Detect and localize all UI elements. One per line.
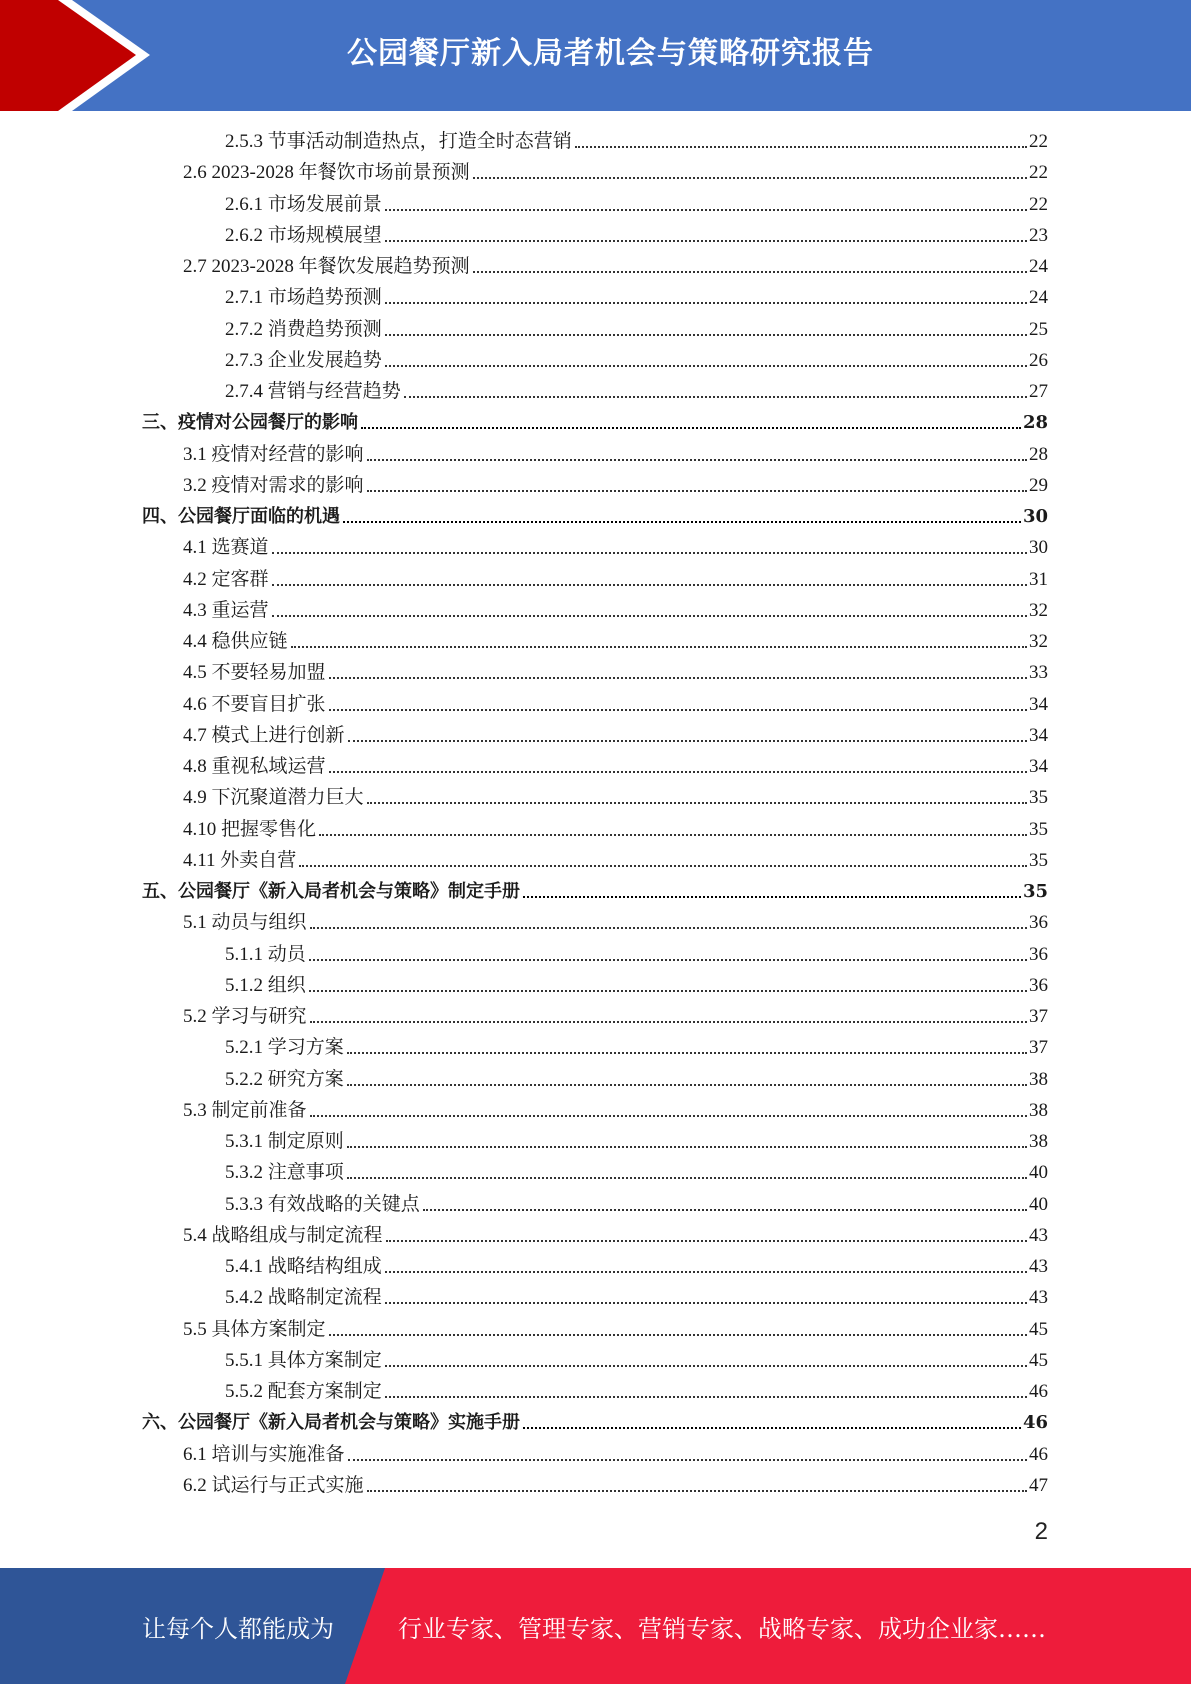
toc-entry[interactable] xyxy=(225,1251,1048,1279)
toc-dot-leader xyxy=(347,1084,1027,1086)
toc-entry-title: 5.1.1 动员 xyxy=(225,943,306,965)
toc-entry-page: 46 xyxy=(1022,1412,1048,1434)
toc-entry[interactable] xyxy=(183,470,1048,498)
toc-entry-title: 6.1 培训与实施准备 xyxy=(183,1443,345,1465)
toc-entry-title: 4.11 外卖自营 xyxy=(183,849,297,871)
toc-dot-leader xyxy=(385,1271,1027,1273)
toc-entry-page: 22 xyxy=(1029,131,1048,152)
toc-dot-leader xyxy=(385,1396,1027,1398)
toc-dot-leader xyxy=(347,1146,1027,1148)
toc-entry-page: 23 xyxy=(1029,224,1048,246)
toc-entry[interactable] xyxy=(225,220,1048,248)
toc-entry-title: 5.4 战略组成与制定流程 xyxy=(183,1224,383,1246)
toc-entry-title: 六、公园餐厅《新入局者机会与策略》实施手册 xyxy=(142,1412,520,1434)
toc-entry-title: 6.2 试运行与正式实施 xyxy=(183,1474,364,1496)
toc-entry-title: 5.1 动员与组织 xyxy=(183,912,307,934)
toc-entry[interactable] xyxy=(183,689,1048,717)
toc-dot-leader xyxy=(575,146,1027,148)
toc-entry-title: 5.5 具体方案制定 xyxy=(183,1318,326,1340)
toc-entry[interactable] xyxy=(183,720,1048,748)
toc-entry-page: 40 xyxy=(1029,1193,1048,1215)
toc-entry-title: 4.7 模式上进行创新 xyxy=(183,724,345,746)
toc-entry-title: 2.6.2 市场规模展望 xyxy=(225,224,382,246)
toc-entry[interactable] xyxy=(225,1157,1048,1185)
toc-entry[interactable] xyxy=(225,189,1048,217)
toc-entry-page: 46 xyxy=(1029,1381,1048,1402)
toc-dot-leader xyxy=(385,334,1027,336)
toc-entry-page: 34 xyxy=(1029,724,1048,746)
toc-dot-leader xyxy=(361,427,1021,429)
toc-dot-leader xyxy=(385,209,1027,211)
page-header xyxy=(0,0,1191,111)
toc-dot-leader xyxy=(272,552,1027,554)
toc-entry-page: 27 xyxy=(1029,381,1048,402)
toc-dot-leader xyxy=(385,240,1027,242)
toc-entry-title: 5.2.2 研究方案 xyxy=(225,1068,344,1090)
toc-entry-title: 4.3 重运营 xyxy=(183,599,269,621)
toc-entry-page: 30 xyxy=(1029,537,1048,559)
toc-dot-leader xyxy=(329,1334,1027,1336)
toc-dot-leader xyxy=(348,740,1027,742)
toc-dot-leader xyxy=(319,834,1027,836)
toc-dot-leader xyxy=(367,490,1027,492)
toc-entry-title: 五、公园餐厅《新入局者机会与策略》制定手册 xyxy=(142,881,520,902)
toc-entry-page: 47 xyxy=(1029,1474,1048,1496)
toc-dot-leader xyxy=(473,177,1027,179)
toc-entry-page: 46 xyxy=(1029,1443,1048,1465)
toc-entry[interactable] xyxy=(225,1032,1048,1060)
report-title: 公园餐厅新入局者机会与策略研究报告 xyxy=(347,36,874,71)
toc-entry-page: 35 xyxy=(1029,787,1048,809)
footer-slogan-right: 行业专家、管理专家、营销专家、战略专家、成功企业家…… xyxy=(398,1614,1046,1643)
toc-entry-title: 4.9 下沉聚道潜力巨大 xyxy=(183,787,364,809)
toc-dot-leader xyxy=(348,1459,1027,1461)
toc-entry[interactable] xyxy=(183,532,1048,560)
toc-dot-leader xyxy=(309,959,1027,961)
toc-entry-title: 2.7.4 营销与经营趋势 xyxy=(225,381,401,402)
toc-entry[interactable] xyxy=(183,1439,1048,1467)
toc-entry-title: 5.4.1 战略结构组成 xyxy=(225,1256,382,1277)
toc-entry-page: 31 xyxy=(1029,568,1048,590)
toc-entry-title: 5.5.2 配套方案制定 xyxy=(225,1381,382,1402)
toc-entry[interactable] xyxy=(183,1001,1048,1029)
toc-entry-title: 三、疫情对公园餐厅的影响 xyxy=(142,412,358,434)
toc-entry-page: 37 xyxy=(1029,1037,1048,1059)
toc-entry[interactable] xyxy=(225,1345,1048,1373)
toc-entry[interactable] xyxy=(225,126,1048,154)
toc-entry[interactable] xyxy=(225,1376,1048,1404)
toc-entry-page: 22 xyxy=(1029,193,1048,215)
toc-dot-leader xyxy=(343,521,1021,523)
toc-dot-leader xyxy=(310,1115,1027,1117)
toc-entry[interactable] xyxy=(225,1064,1048,1092)
toc-entry-page: 38 xyxy=(1029,1099,1048,1121)
toc-dot-leader xyxy=(299,865,1027,867)
toc-entry-title: 5.1.2 组织 xyxy=(225,974,306,996)
toc-entry[interactable] xyxy=(225,282,1048,310)
toc-dot-leader xyxy=(523,896,1021,898)
toc-entry-title: 4.2 定客群 xyxy=(183,568,269,590)
toc-entry[interactable] xyxy=(142,407,1048,435)
toc-dot-leader xyxy=(310,1021,1027,1023)
toc-entry-title: 四、公园餐厅面临的机遇 xyxy=(142,506,340,527)
toc-entry-page: 28 xyxy=(1022,412,1048,434)
toc-entry-page: 24 xyxy=(1029,256,1048,277)
toc-entry-title: 5.3.1 制定原则 xyxy=(225,1131,344,1152)
toc-dot-leader xyxy=(423,1209,1027,1211)
toc-entry[interactable] xyxy=(183,251,1048,279)
toc-entry-page: 43 xyxy=(1029,1287,1048,1309)
toc-entry[interactable] xyxy=(183,157,1048,185)
toc-dot-leader xyxy=(329,709,1027,711)
toc-entry-title: 3.2 疫情对需求的影响 xyxy=(183,474,364,496)
toc-entry-page: 38 xyxy=(1029,1068,1048,1090)
toc-entry-title: 4.1 选赛道 xyxy=(183,537,269,559)
toc-entry-page: 43 xyxy=(1029,1224,1048,1246)
toc-dot-leader xyxy=(386,1240,1027,1242)
toc-entry[interactable] xyxy=(183,626,1048,654)
toc-entry-page: 34 xyxy=(1029,756,1048,777)
toc-entry-page: 32 xyxy=(1029,599,1048,621)
toc-entry[interactable] xyxy=(183,564,1048,592)
toc-entry-title: 4.8 重视私域运营 xyxy=(183,756,326,777)
toc-entry[interactable] xyxy=(183,782,1048,810)
toc-entry[interactable] xyxy=(183,907,1048,935)
toc-entry-title: 5.4.2 战略制定流程 xyxy=(225,1287,382,1309)
toc-entry-title: 2.7 2023-2028 年餐饮发展趋势预测 xyxy=(183,256,470,277)
toc-entry-title: 5.3.3 有效战略的关键点 xyxy=(225,1193,420,1215)
toc-entry-page: 45 xyxy=(1029,1349,1048,1371)
toc-entry[interactable] xyxy=(183,845,1048,873)
toc-dot-leader xyxy=(347,1177,1027,1179)
footer-slogan-left: 让每个人都能成为 xyxy=(142,1614,334,1643)
toc-entry-title: 5.5.1 具体方案制定 xyxy=(225,1349,382,1371)
toc-dot-leader xyxy=(309,990,1027,992)
toc-dot-leader xyxy=(385,1365,1027,1367)
toc-entry-title: 2.7.2 消费趋势预测 xyxy=(225,318,382,340)
toc-entry-page: 33 xyxy=(1029,662,1048,684)
toc-entry-page: 36 xyxy=(1029,943,1048,965)
toc-entry-page: 43 xyxy=(1029,1256,1048,1277)
toc-entry[interactable] xyxy=(183,657,1048,685)
toc-entry[interactable] xyxy=(183,1220,1048,1248)
toc-entry-page: 32 xyxy=(1029,631,1048,652)
toc-dot-leader xyxy=(385,1302,1027,1304)
toc-dot-leader xyxy=(347,1052,1027,1054)
toc-dot-leader xyxy=(367,459,1027,461)
page-number: 2 xyxy=(1034,1518,1048,1545)
toc-entry[interactable] xyxy=(225,345,1048,373)
toc-entry-page: 35 xyxy=(1029,849,1048,871)
toc-dot-leader xyxy=(310,927,1027,929)
toc-entry[interactable] xyxy=(183,1095,1048,1123)
toc-entry-page: 35 xyxy=(1022,881,1048,902)
toc-entry-title: 2.7.3 企业发展趋势 xyxy=(225,349,382,371)
toc-dot-leader xyxy=(367,802,1027,804)
toc-dot-leader xyxy=(291,646,1027,648)
toc-entry[interactable] xyxy=(142,1407,1048,1435)
toc-entry-page: 29 xyxy=(1029,474,1048,496)
toc-entry-title: 4.10 把握零售化 xyxy=(183,818,317,840)
toc-dot-leader xyxy=(367,1490,1027,1492)
toc-entry-page: 30 xyxy=(1022,506,1048,527)
toc-entry-page: 22 xyxy=(1029,162,1048,184)
toc-dot-leader xyxy=(272,584,1027,586)
toc-entry-title: 2.6 2023-2028 年餐饮市场前景预测 xyxy=(183,162,470,184)
toc-entry[interactable] xyxy=(183,814,1048,842)
toc-entry-page: 45 xyxy=(1029,1318,1048,1340)
toc-entry-title: 3.1 疫情对经营的影响 xyxy=(183,443,364,465)
toc-entry[interactable] xyxy=(183,595,1048,623)
toc-entry-title: 2.6.1 市场发展前景 xyxy=(225,193,382,215)
toc-entry-title: 5.3 制定前准备 xyxy=(183,1099,307,1121)
toc-entry-page: 37 xyxy=(1029,1006,1048,1027)
toc-dot-leader xyxy=(523,1427,1021,1429)
toc-entry[interactable] xyxy=(225,376,1048,404)
toc-entry[interactable] xyxy=(225,1189,1048,1217)
toc-entry[interactable] xyxy=(225,1126,1048,1154)
toc-entry-page: 24 xyxy=(1029,287,1048,309)
toc-dot-leader xyxy=(329,771,1027,773)
toc-entry-title: 4.4 稳供应链 xyxy=(183,631,288,652)
toc-dot-leader xyxy=(385,302,1027,304)
toc-entry[interactable] xyxy=(142,501,1048,529)
toc-entry-page: 28 xyxy=(1029,443,1048,465)
toc-entry-title: 2.5.3 节事活动制造热点，打造全时态营销 xyxy=(225,131,572,152)
toc-dot-leader xyxy=(329,677,1027,679)
toc-entry-title: 2.7.1 市场趋势预测 xyxy=(225,287,382,309)
toc-dot-leader xyxy=(473,271,1027,273)
toc-entry-title: 5.3.2 注意事项 xyxy=(225,1162,344,1184)
toc-entry[interactable] xyxy=(225,939,1048,967)
toc-entry-page: 36 xyxy=(1029,974,1048,996)
toc-dot-leader xyxy=(404,396,1027,398)
page-footer xyxy=(0,1568,1191,1684)
toc-entry-title: 4.5 不要轻易加盟 xyxy=(183,662,326,684)
toc-entry-title: 4.6 不要盲目扩张 xyxy=(183,693,326,715)
toc-entry-page: 38 xyxy=(1029,1131,1048,1152)
toc-entry-page: 34 xyxy=(1029,693,1048,715)
toc-entry[interactable] xyxy=(183,751,1048,779)
toc-entry-page: 26 xyxy=(1029,349,1048,371)
toc-entry[interactable] xyxy=(183,1314,1048,1342)
toc-entry[interactable] xyxy=(142,876,1048,904)
toc-entry[interactable] xyxy=(225,970,1048,998)
toc-entry[interactable] xyxy=(225,314,1048,342)
toc-entry-title: 5.2.1 学习方案 xyxy=(225,1037,344,1059)
toc-entry-page: 36 xyxy=(1029,912,1048,934)
toc-dot-leader xyxy=(385,365,1027,367)
toc-entry-page: 35 xyxy=(1029,818,1048,840)
toc-entry-page: 40 xyxy=(1029,1162,1048,1184)
toc-entry[interactable] xyxy=(183,439,1048,467)
toc-entry[interactable] xyxy=(183,1470,1048,1498)
toc-entry-title: 5.2 学习与研究 xyxy=(183,1006,307,1027)
toc-dot-leader xyxy=(272,615,1027,617)
toc-entry[interactable] xyxy=(225,1282,1048,1310)
toc-entry-page: 25 xyxy=(1029,318,1048,340)
